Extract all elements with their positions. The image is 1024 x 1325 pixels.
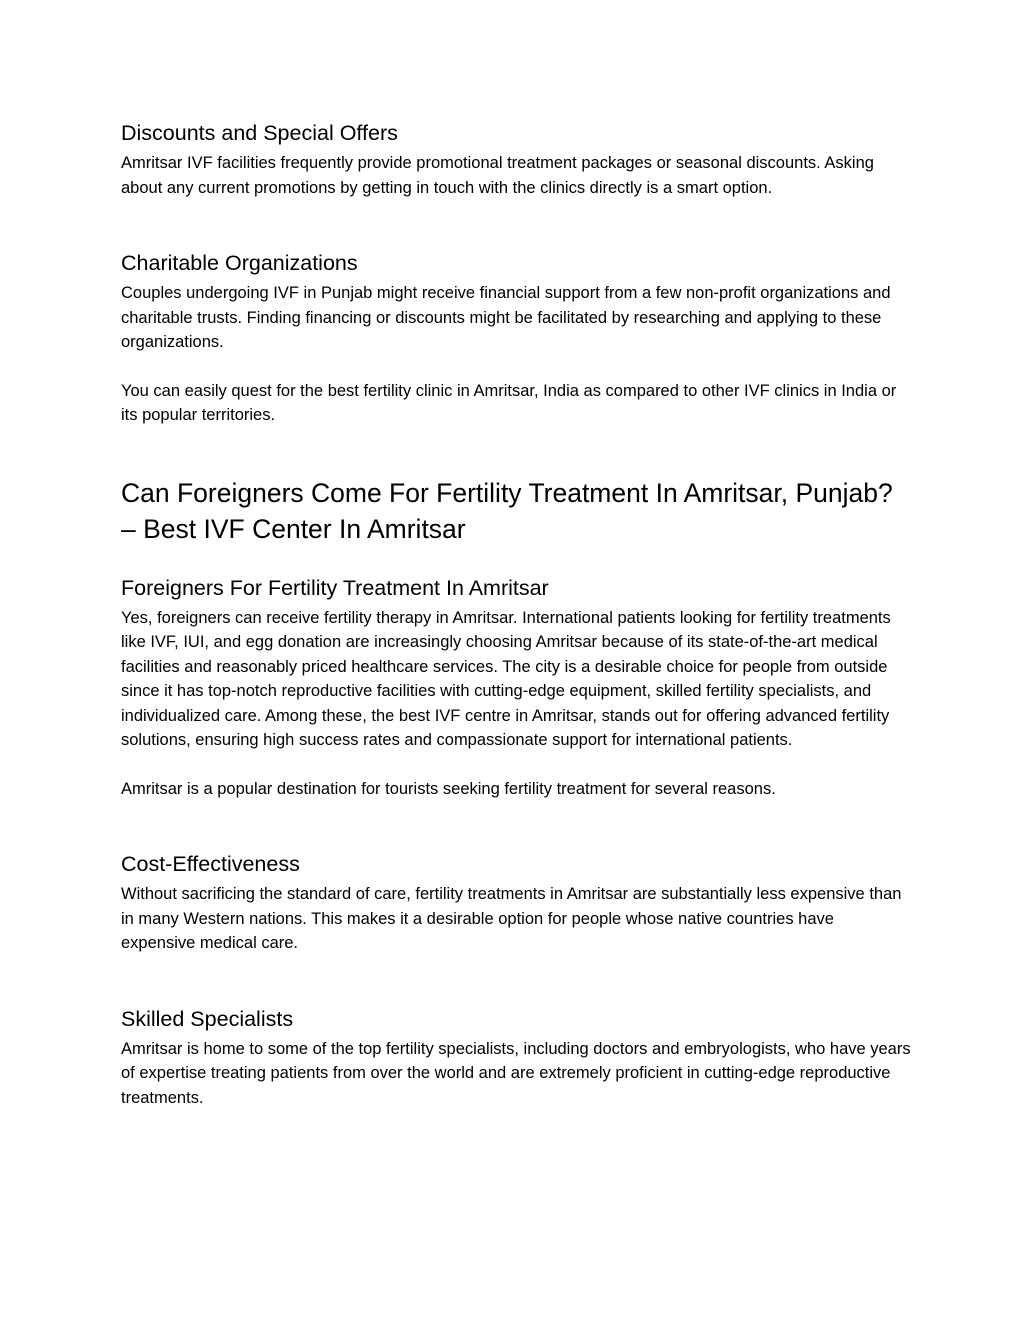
discounts-paragraph: Amritsar IVF facilities frequently provide promotional treatment packages or seasonal discounts. Asking about any current promotions by getting in touch with the clinics directly is a smart option.: [121, 154, 874, 197]
discounts-heading: Discounts and Special Offers: [121, 121, 398, 145]
spacer: [121, 956, 911, 1004]
document-page: [121, 118, 911, 1110]
spacer: [121, 753, 911, 777]
foreigners-heading: Foreigners For Fertility Treatment In Amritsar: [121, 575, 549, 600]
specialists-paragraph: Amritsar is home to some of the top fertility specialists, including doctors and embryologists, who have years of expertise treating patients from over the world and are extremely proficient in cutting-edge reproductive treatments.: [121, 1039, 911, 1107]
charitable-paragraph-2: You can easily quest for the best fertility clinic in Amritsar, India as compared to other IVF clinics in India or its popular territories.: [121, 381, 897, 424]
spacer: [121, 200, 911, 248]
spacer: [121, 801, 911, 849]
cost-paragraph: Without sacrificing the standard of care, fertility treatments in Amritsar are substantially less expensive than in many Western nations. This makes it a desirable option for people whose native countries have expensive medical care.: [121, 885, 902, 952]
spacer: [121, 355, 911, 379]
spacer: [121, 547, 911, 573]
foreigners-paragraph-2: Amritsar is a popular destination for tourists seeking fertility treatment for several reasons.: [121, 779, 776, 798]
charitable-heading: Charitable Organizations: [121, 251, 358, 275]
specialists-heading: Skilled Specialists: [121, 1006, 294, 1031]
cost-heading: Cost-Effectiveness: [121, 852, 300, 876]
charitable-paragraph: Couples undergoing IVF in Punjab might receive financial support from a few non-profit organizations and charitable trusts. Finding financing or discounts might be facilitated by researching and applying to these organizations.: [121, 284, 891, 351]
foreigners-paragraph: Yes, foreigners can receive fertility therapy in Amritsar. International patients looking for fertility treatments like IVF, IUI, and egg donation are increasingly choosing Amritsar because of its state-of-the-art medical facilities and reasonably priced healthcare services. The city is a desirable choice for people from outside since it has top-notch reproductive facilities with cutting-edge equipment, skilled fertility specialists, and individualized care. Among these, the best IVF centre in Amritsar, stands out for offering advanced fertility solutions, ensuring high success rates and compassionate support for international patients.: [121, 608, 891, 749]
spacer: [121, 428, 911, 475]
foreigners-main-heading: Can Foreigners Come For Fertility Treatment In Amritsar, Punjab? – Best IVF Center In Amritsar: [121, 477, 893, 544]
